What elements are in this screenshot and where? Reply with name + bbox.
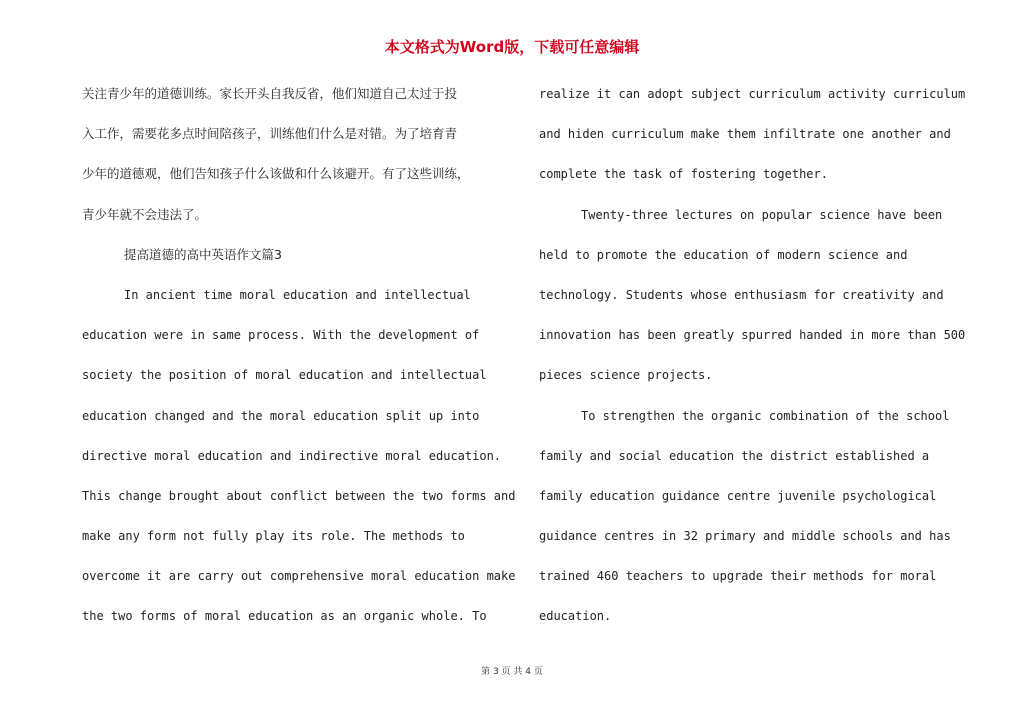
text-line: education.	[539, 609, 612, 624]
text-line: 入工作，需要花多点时间陪孩子，训练他们什么是对错。为了培育青	[82, 126, 458, 142]
text-line: realize it can adopt subject curriculum activity curriculum	[539, 87, 966, 101]
text-line: 关注青少年的道德训练。家长开头自我反省，他们知道自己太过于投	[82, 86, 458, 101]
right-text-column	[539, 80, 966, 643]
text-line: 青少年就不会违法了。	[82, 206, 208, 222]
text-line: the two forms of moral education as an organic whole. To	[82, 609, 487, 624]
text-line: pieces science projects.	[539, 368, 713, 383]
text-line: technology. Students whose enthusiasm for creativity and	[539, 287, 944, 302]
text-line: overcome it are carry out comprehensive moral education make	[82, 569, 516, 584]
page-number-footer: 第 3 页 共 4 页	[481, 667, 543, 677]
text-line: To strengthen the organic combination of the school	[581, 408, 950, 423]
text-line: complete the task of fostering together.	[539, 167, 828, 182]
text-line: innovation has been greatly spurred handed in more than 500	[539, 328, 966, 343]
left-text-column	[82, 80, 522, 643]
text-line: In ancient time moral education and intellectual	[124, 287, 471, 302]
text-line: family education guidance centre juvenile psychological	[539, 488, 937, 503]
text-line: trained 460 teachers to upgrade their methods for moral	[539, 569, 937, 584]
text-line: Twenty-three lectures on popular science have been	[581, 207, 943, 222]
text-line: education were in same process. With the development of	[82, 328, 480, 343]
text-line: and hiden curriculum make them infiltrate one another and	[539, 127, 951, 142]
text-line: 少年的道德观，他们告知孩子什么该做和什么该避开。有了这些训练，	[82, 166, 470, 182]
text-line: family and social education the district established a	[539, 448, 930, 463]
text-line: guidance centres in 32 primary and middle schools and has	[539, 529, 951, 544]
text-line: held to promote the education of modern science and	[539, 247, 908, 262]
text-line: This change brought about conflict between the two forms and	[82, 488, 516, 503]
text-line: make any form not fully play its role. The methods to	[82, 529, 465, 544]
document-banner: 本文格式为Word版，下载可任意编辑	[384, 38, 640, 56]
text-line: education changed and the moral education split up into	[82, 408, 480, 423]
text-line: society the position of moral education and intellectual	[82, 368, 487, 383]
section-heading: 提高道德的高中英语作文篇3	[124, 246, 282, 262]
text-line: directive moral education and indirective moral education.	[82, 448, 502, 463]
